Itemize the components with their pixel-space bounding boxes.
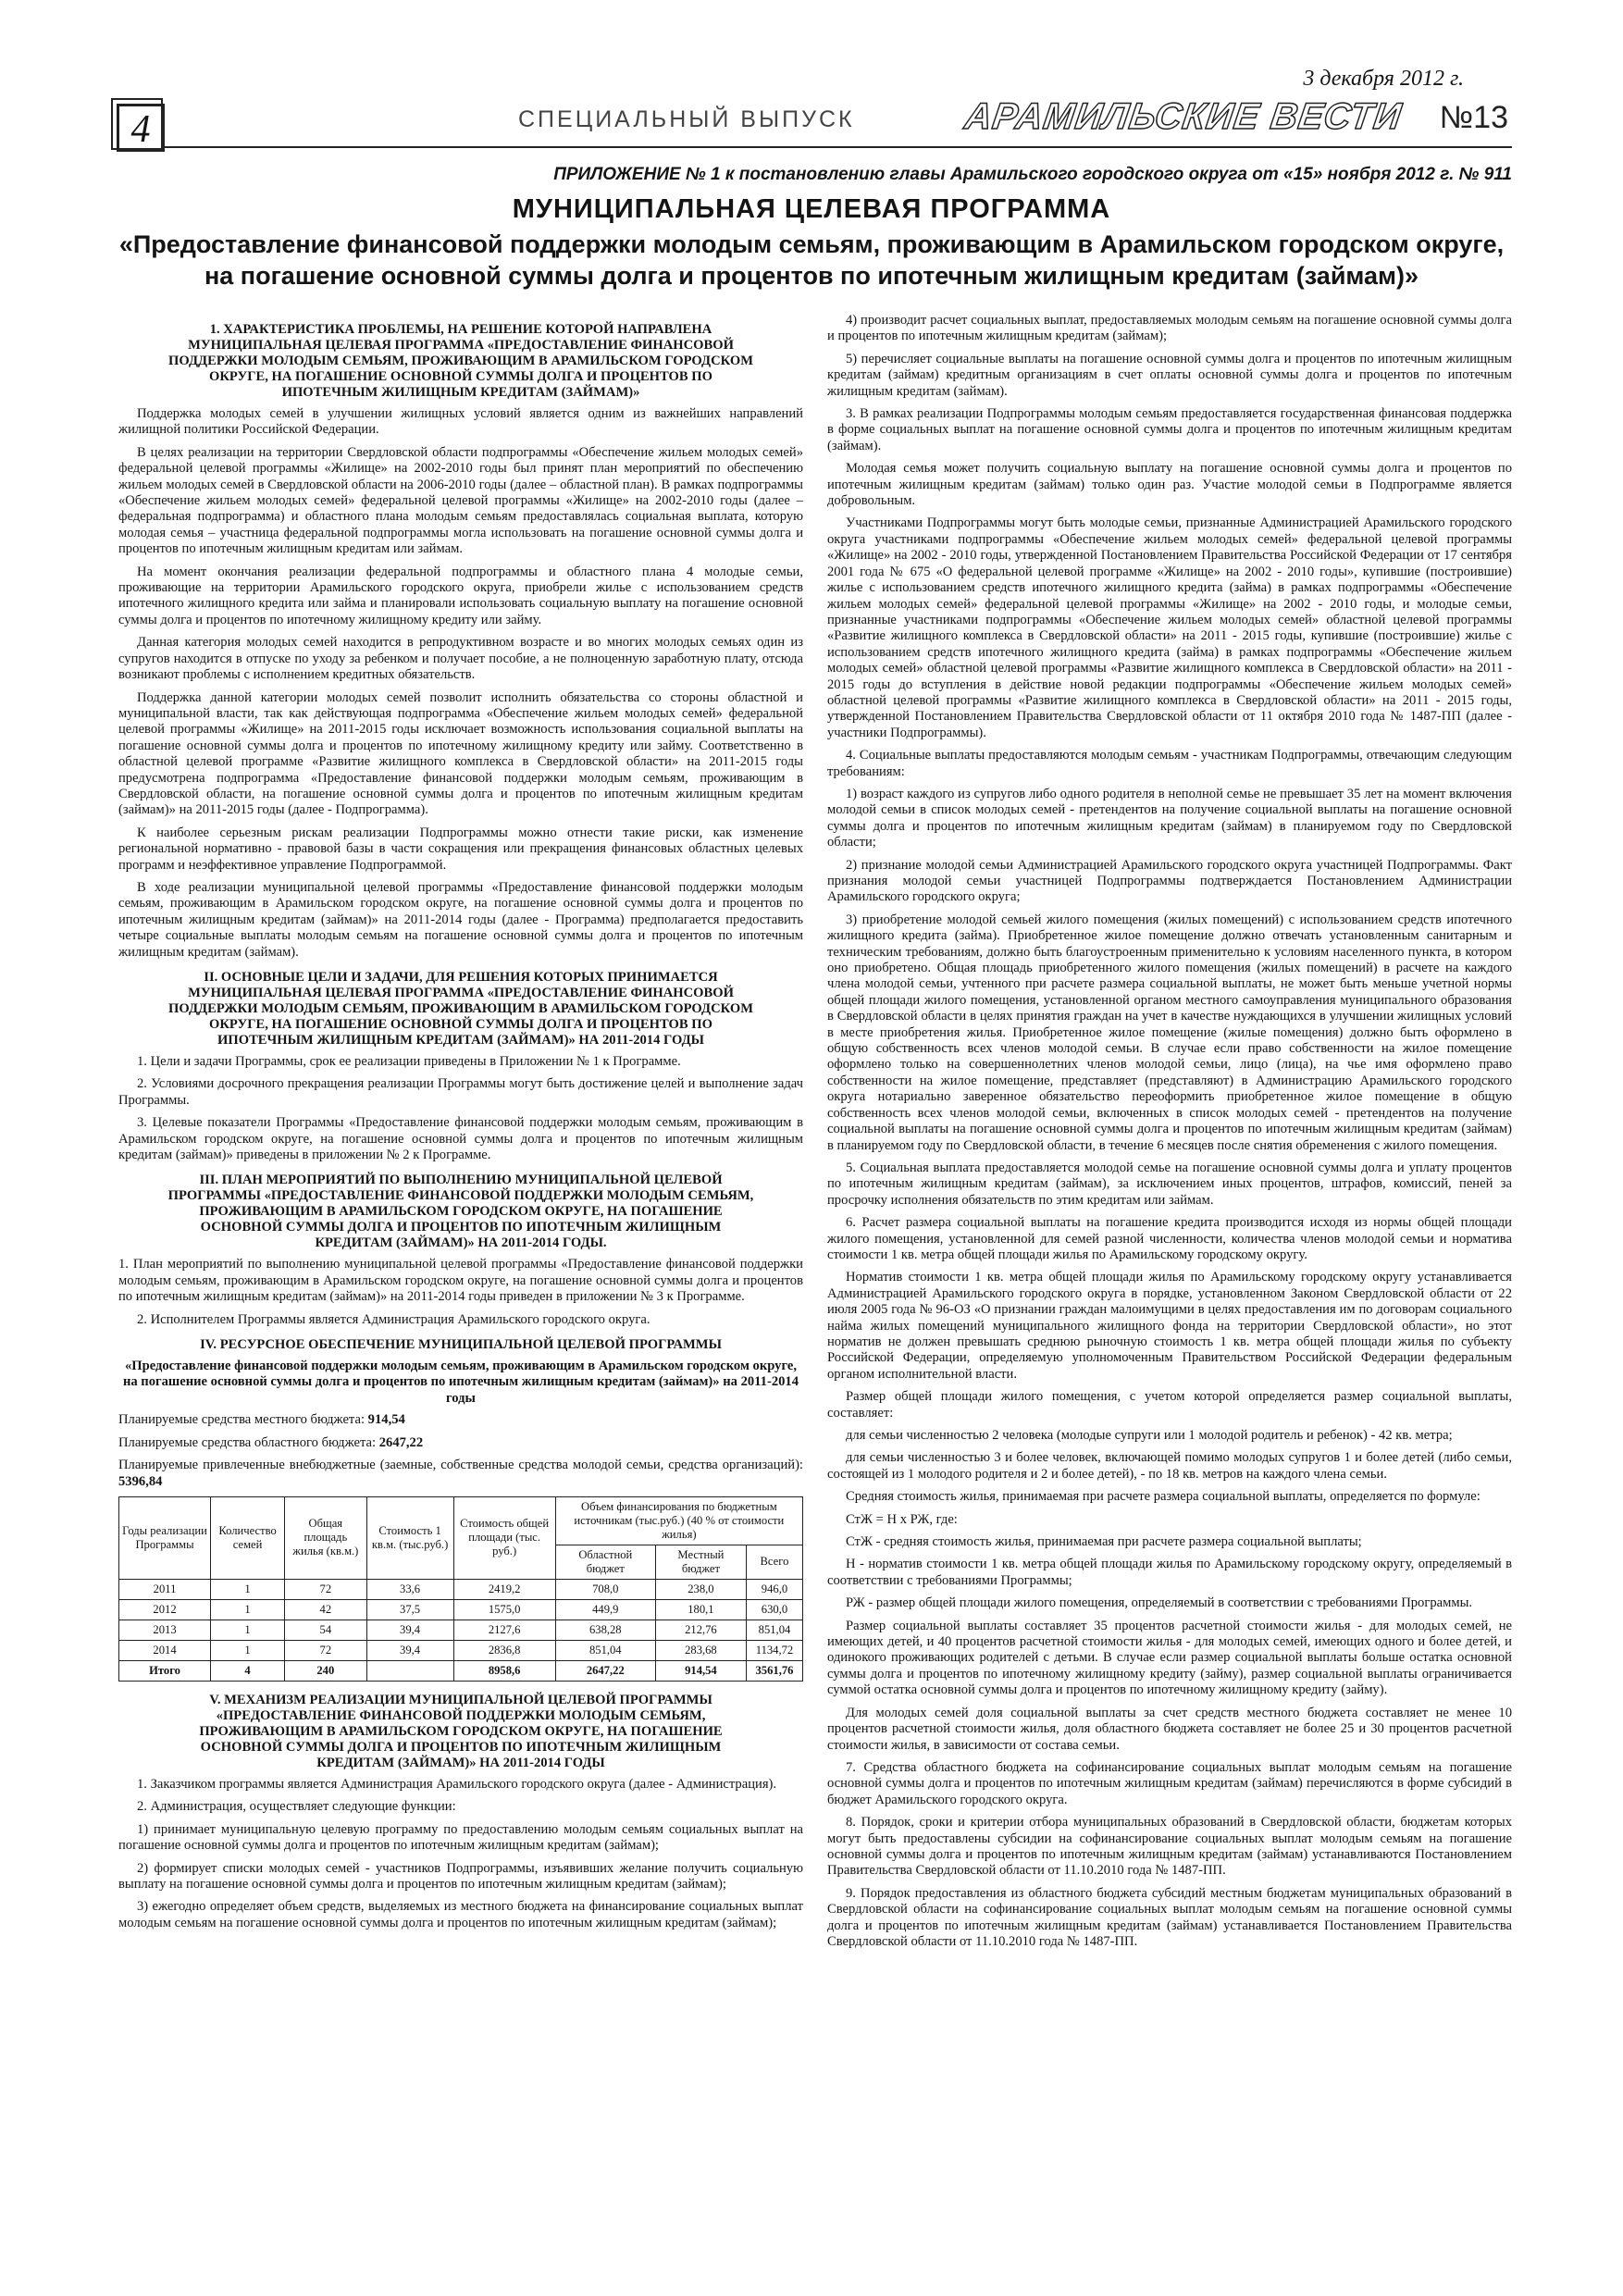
table-cell: 72 bbox=[285, 1640, 367, 1660]
document-subtitle: «Предоставление финансовой поддержки молодым семьям, проживающим в Арамильском городском округе, на погашение основной суммы долга и процентов по ипотечным жилищным кредитам (займам)» bbox=[118, 230, 1505, 290]
formula: СтЖ = Н х РЖ, где: bbox=[846, 1511, 958, 1527]
table-row bbox=[119, 1599, 803, 1620]
table-cell: 39,4 bbox=[366, 1640, 453, 1660]
paragraph: Поддержка молодых семей в улучшении жилищных условий является одним из важнейших направлений жилищной политики Российской Федерации. bbox=[118, 406, 803, 438]
paragraph: 5) перечисляет социальные выплаты на погашение основной суммы долга и процентов по ипотечным жилищным кредитам (займам) кредитным организациям в счет оплаты основной суммы долга и процентов по ипотечным жилищным кредитам (займам). bbox=[827, 351, 1512, 399]
left-column bbox=[118, 313, 803, 1938]
paragraph: 1) принимает муниципальную целевую программу по предоставлению молодым семьям социальных выплат на погашение основной суммы долга и процентов по ипотечным жилищным кредитам (займам); bbox=[118, 1821, 803, 1854]
table-cell: 4 bbox=[211, 1660, 285, 1681]
paragraph: Молодая семья может получить социальную выплату на погашение основной суммы долга и процентов по ипотечным жилищным кредитам (займам) только один раз. Участие молодой семьи в Подпрограмме является добровольным. bbox=[827, 461, 1512, 509]
table-total-row bbox=[119, 1660, 803, 1681]
table-cell: Итого bbox=[119, 1660, 211, 1681]
document-title: МУНИЦИПАЛЬНАЯ ЦЕЛЕВАЯ ПРОГРАММА bbox=[512, 194, 1111, 224]
paragraph: Поддержка данной категории молодых семей позволит исполнить обязательства со стороны областной и муниципальной власти, так как действующая подпрограмма «Обеспечение жильем молодых семей» федеральной целевой программы «Жилище» на 2011-2015 годы исключает возможность использования социальной выплаты на погашение основной суммы долга и процентов по ипотечному жилищному кредиту или займу. Соответственно в областной целевой программе «Развитие жилищного комплекса в Свердловской области» на 2011-2015 годы предусмотрена подпрограмма «Предоставление финансовой поддержки молодым семьям, проживающим в Свердловской области, на погашение основной суммы долга и процентов по ипотечным жилищным кредитам (займам)» на 2011-2015 годы (далее - Подпрограмма). bbox=[118, 689, 803, 818]
paragraph: 2. Исполнителем Программы является Администрация Арамильского городского округа. bbox=[137, 1311, 650, 1327]
paragraph: 3. В рамках реализации Подпрограммы молодым семьям предоставляется государственная финансовая поддержка в форме социальных выплат на погашение основной суммы долга и процентов по ипотечным жилищным кредитам (займам). bbox=[827, 406, 1512, 453]
section-heading: II. ОСНОВНЫЕ ЦЕЛИ И ЗАДАЧИ, ДЛЯ РЕШЕНИЯ КОТОРЫХ ПРИНИМАЕТСЯ МУНИЦИПАЛЬНАЯ ЦЕЛЕВАЯ ПРОГРАММА «ПРЕДОСТАВЛЕНИЕ ФИНАНСОВОЙ ПОДДЕРЖКИ МОЛОДЫМ СЕМЬЯМ, ПРОЖИВАЮЩИМ В АРАМИЛЬСКОМ ГОРОДСКОМ ОКРУГЕ, НА ПОГАШЕНИЕ ОСНОВНОЙ СУММЫ ДОЛГА И ПРОЦЕНТОВ ПО ИПОТЕЧНЫМ ЖИЛИЩНЫМ КРЕДИТАМ (ЗАЙМАМ)» НА 2011-2014 ГОДЫ bbox=[168, 970, 753, 1048]
masthead bbox=[0, 0, 1623, 162]
table-cell: 33,6 bbox=[366, 1579, 453, 1599]
budget-line bbox=[118, 1412, 803, 1428]
table-cell: 2012 bbox=[119, 1599, 211, 1620]
table-cell: 2011 bbox=[119, 1579, 211, 1599]
table-cell: 2836,8 bbox=[453, 1640, 555, 1660]
budget-label: Планируемые средства местного бюджета: bbox=[118, 1412, 365, 1428]
table-cell: 946,0 bbox=[746, 1579, 802, 1599]
paragraph: На момент окончания реализации федеральной подпрограммы и областного плана 4 молодые семьи, проживающие на территории Арамильского городского округа, приобрели жилье с использованием средств ипотечного жилищного кредита или займа и планировали использовать социальную выплату на погашение основной суммы долга и процентов по ипотечному жилищному кредиту или займу. bbox=[118, 564, 803, 627]
table-cell: 283,68 bbox=[655, 1640, 746, 1660]
table-header-cell: Стоимость 1 кв.м. (тыс.руб.) bbox=[366, 1496, 453, 1579]
table-cell: 2127,6 bbox=[453, 1620, 555, 1640]
paragraph: 9. Порядок предоставления из областного бюджета субсидий местным бюджетам муниципальных образований в Свердловской области на софинансирование социальных выплат молодым семьям на погашение основной суммы долга и процентов по ипотечным жилищным кредитам (займам) устанавливается Постановлением Правительства Свердловской области от 11.10.2010 года № 1487-ПП. bbox=[827, 1885, 1512, 1949]
paragraph: 3) приобретение молодой семьей жилого помещения (жилых помещений) с использованием средств ипотечного жилищного кредита (займа). Приобретенное жилое помещение должно отвечать установленным санитарным и техническим требованиям, должно быть благоустроенным применительно к условиям населенного пункта, в котором оно приобретено. Общая площадь приобретенного жилого помещения (жилых помещений) в расчете на каждого члена молодой семьи, учтенного при расчете размера социальной выплаты, не может быть меньше учетной нормы общей площади жилого помещения, установленной органом местного самоуправления муниципального образования в Свердловской области в целях принятия граждан на учет в качестве нуждающихся в улучшении жилищных условий в месте приобретения жилья. Приобретенное жилое помещение (жилые помещения) должно быть оформлено в общую собственность всех членов молодой семьи. В случае если право собственности на жилое помещение оформлено только на совершеннолетних членов молодой семьи, лицо (лица), на чье имя оформлено право собственности на жилое помещение, представляет (представляют) в Администрацию Арамильского городского округа нотариально заверенное обязательство переоформить приобретенное жилое помещение в общую собственность всех членов молодой семьи, включенных в список молодых семей - претендентов на получение социальной выплаты на погашение основной суммы долга и процентов по ипотечным жилищным кредитам (займам) в планируемом году по Свердловской области, в течение 6 месяцев после снятия обременения с жилого помещения. bbox=[827, 912, 1512, 1153]
section-heading: IV. РЕСУРСНОЕ ОБЕСПЕЧЕНИЕ МУНИЦИПАЛЬНОЙ ЦЕЛЕВОЙ ПРОГРАММЫ bbox=[200, 1337, 722, 1353]
right-column bbox=[827, 313, 1512, 1956]
table-cell: 3561,76 bbox=[746, 1660, 802, 1681]
table-cell: 240 bbox=[285, 1660, 367, 1681]
financing-table bbox=[118, 1496, 803, 1682]
budget-label: Планируемые привлеченные внебюджетные (заемные, собственные средства молодой семьи, средства организаций): bbox=[118, 1458, 803, 1473]
issue-label: СПЕЦИАЛЬНЫЙ ВЫПУСК bbox=[518, 106, 855, 132]
table-cell: 1 bbox=[211, 1599, 285, 1620]
paragraph: 3) ежегодно определяет объем средств, выделяемых из местного бюджета на финансирование социальных выплат молодым семьям на погашение основной суммы долга и процентов по ипотечным жилищным кредитам (займам); bbox=[118, 1899, 803, 1930]
table-cell: 39,4 bbox=[366, 1620, 453, 1640]
section-heading: 1. ХАРАКТЕРИСТИКА ПРОБЛЕМЫ, НА РЕШЕНИЕ КОТОРОЙ НАПРАВЛЕНА МУНИЦИПАЛЬНАЯ ЦЕЛЕВАЯ ПРОГРАММА «ПРЕДОСТАВЛЕНИЕ ФИНАНСОВОЙ ПОДДЕРЖКИ МОЛОДЫМ СЕМЬЯМ, ПРОЖИВАЮЩИМ В АРАМИЛЬСКОМ ГОРОДСКОМ ОКРУГЕ, НА ПОГАШЕНИЕ ОСНОВНОЙ СУММЫ ДОЛГА И ПРОЦЕНТОВ ПО ИПОТЕЧНЫМ ЖИЛИЩНЫМ КРЕДИТАМ (ЗАЙМАМ)» bbox=[168, 322, 753, 400]
paragraph: В ходе реализации муниципальной целевой программы «Предоставление финансовой поддержки молодым семьям, проживающим в Арамильском городском округе, на погашение основной суммы долга и процентов по ипотечным жилищным кредитам (займам)» на 2011-2014 годы (далее - Программа) предполагается предоставить четыре социальные выплаты молодым семьям на погашение основной суммы долга и процентов по ипотечным жилищным кредитам (займам). bbox=[118, 879, 803, 960]
paragraph: СтЖ - средняя стоимость жилья, принимаемая при расчете размера социальной выплаты; bbox=[846, 1534, 1362, 1550]
section-heading: III. ПЛАН МЕРОПРИЯТИЙ ПО ВЫПОЛНЕНИЮ МУНИЦИПАЛЬНОЙ ЦЕЛЕВОЙ ПРОГРАММЫ «ПРЕДОСТАВЛЕНИЕ ФИНАНСОВОЙ ПОДДЕРЖКИ МОЛОДЫМ СЕМЬЯМ, ПРОЖИВАЮЩИМ В АРАМИЛЬСКОМ ГОРОДСКОМ ОКРУГЕ, НА ПОГАШЕНИЕ ОСНОВНОЙ СУММЫ ДОЛГА И ПРОЦЕНТОВ ПО ИПОТЕЧНЫМ ЖИЛИЩНЫМ КРЕДИТАМ (ЗАЙМАМ)» НА 2011-2014 ГОДЫ. bbox=[167, 1173, 754, 1251]
masthead-rule bbox=[165, 146, 1512, 148]
paragraph: для семьи численностью 3 и более человек, включающей помимо молодых супругов 1 и более детей (либо семьи, состоящей из 1 молодого родителя и 2 и более детей), - по 18 кв. метров на каждого члена семьи. bbox=[827, 1450, 1512, 1482]
table-header-cell: Стоимость общей площади (тыс. руб.) bbox=[453, 1496, 555, 1579]
paragraph: 1) возраст каждого из супругов либо одного родителя в неполной семье не превышает 35 лет на момент включения молодой семьи в список молодых семей - претендентов на получение социальной выплаты на погашение основной суммы долга и процентов по ипотечным жилищным кредитам (займам) в планируемом году по Свердловской области; bbox=[827, 786, 1512, 850]
budget-value: 5396,84 bbox=[118, 1473, 163, 1489]
table-cell: 212,76 bbox=[655, 1620, 746, 1640]
budget-label: Планируемые средства областного бюджета: bbox=[118, 1434, 377, 1450]
table-cell: 180,1 bbox=[655, 1599, 746, 1620]
section-heading: V. МЕХАНИЗМ РЕАЛИЗАЦИИ МУНИЦИПАЛЬНОЙ ЦЕЛЕВОЙ ПРОГРАММЫ «ПРЕДОСТАВЛЕНИЕ ФИНАНСОВОЙ ПОДДЕРЖКИ МОЛОДЫМ СЕМЬЯМ, ПРОЖИВАЮЩИМ В АРАМИЛЬСКОМ ГОРОДСКОМ ОКРУГЕ, НА ПОГАШЕНИЕ ОСНОВНОЙ СУММЫ ДОЛГА И ПРОЦЕНТОВ ПО ИПОТЕЧНЫМ ЖИЛИЩНЫМ КРЕДИТАМ (ЗАЙМАМ)» НА 2011-2014 ГОДЫ bbox=[199, 1692, 723, 1770]
paragraph: К наиболее серьезным рискам реализации Подпрограммы можно отнести такие риски, как изменение региональной нормативно - правовой базы в части сокращения или прекращения финансовых областных целевых программ и неэффективное управление Подпрограммой. bbox=[118, 825, 803, 873]
paragraph: Размер общей площади жилого помещения, с учетом которой определяется размер социальной выплаты, составляет: bbox=[827, 1389, 1512, 1421]
paragraph: 1. Заказчиком программы является Администрация Арамильского городского округа (далее - Администрация). bbox=[137, 1776, 777, 1792]
paragraph: 1. План мероприятий по выполнению муниципальной целевой программы «Предоставление финансовой поддержки молодым семьям, проживающим в Арамильском городском округе, на погашение основной суммы долга и процентов по ипотечным жилищным кредитам (займам)» на 2011-2014 годы приведен в приложении № 3 к Программе. bbox=[118, 1257, 803, 1305]
paragraph: 1. Цели и задачи Программы, срок ее реализации приведены в Приложении № 1 к Программе. bbox=[137, 1054, 681, 1069]
table-cell bbox=[366, 1660, 453, 1681]
table-cell: 42 bbox=[285, 1599, 367, 1620]
paragraph: 3. Целевые показатели Программы «Предоставление финансовой поддержки молодым семьям, проживающим в Арамильском городском округе, на погашение основной суммы долга и процентов по ипотечным жилищным кредитам (займам)» приведены в приложении № 2 к Программе. bbox=[118, 1115, 803, 1163]
table-cell: 1134,72 bbox=[746, 1640, 802, 1660]
page-number: 4 bbox=[117, 104, 165, 152]
paragraph: 2) формирует списки молодых семей - участников Подпрограммы, изъявивших желание получить социальную выплату на погашение основной суммы долга и процентов по ипотечным жилищным кредитам (займам); bbox=[118, 1860, 803, 1892]
table-header-row bbox=[119, 1496, 803, 1545]
table-cell: 914,54 bbox=[655, 1660, 746, 1681]
table-cell: 1 bbox=[211, 1640, 285, 1660]
table-row bbox=[119, 1579, 803, 1599]
paragraph: 2. Администрация, осуществляет следующие функции: bbox=[137, 1799, 456, 1815]
table-row bbox=[119, 1640, 803, 1660]
paragraph: В целях реализации на территории Свердловской области подпрограммы «Обеспечение жильем молодых семей» федеральной целевой программы «Жилище» на 2002-2010 годы был принят план мероприятий по обеспечению жильем молодых семей в Свердловской области на 2006-2010 годы (далее – областной план). В рамках подпрограммы «Обеспечение жильем молодых семей» федеральной целевой программы «Жилище» на 2002-2010 годы (далее – федеральная подпрограмма) и областного плана молодым семьям предоставлялась социальная выплата, которую молодая семья – участница федеральной подпрограммы могла использовать на погашение основной суммы долга и процентов по ипотечным жилищным кредитам или займам. bbox=[118, 444, 803, 557]
table-cell: 851,04 bbox=[555, 1640, 655, 1660]
table-cell: 851,04 bbox=[746, 1620, 802, 1640]
paragraph: 4. Социальные выплаты предоставляются молодым семьям - участникам Подпрограммы, отвечающим следующим требованиям: bbox=[827, 748, 1512, 779]
paragraph: для семьи численностью 2 человека (молодые супруги или 1 молодой родитель и ребенок) - 42 кв. метра; bbox=[846, 1428, 1453, 1443]
paragraph: 2. Условиями досрочного прекращения реализации Программы могут быть достижение целей и выполнение задач Программы. bbox=[118, 1076, 803, 1108]
paragraph: 5. Социальная выплата предоставляется молодой семье на погашение основной суммы долга и уплату процентов по ипотечным жилищным кредитам (займам), за исключением иных процентов, штрафов, комиссий, пеней за просрочку исполнения обязательств по этим кредитам или займам. bbox=[827, 1160, 1512, 1208]
table-cell: 2647,22 bbox=[555, 1660, 655, 1681]
table-row bbox=[119, 1620, 803, 1640]
table-header-cell: Количество семей bbox=[211, 1496, 285, 1579]
paragraph: Средняя стоимость жилья, принимаемая при расчете размера социальной выплаты, определяется по формуле: bbox=[846, 1489, 1481, 1505]
paragraph: 4) производит расчет социальных выплат, предоставляемых молодым семьям на погашение основной суммы долга и процентов по ипотечным жилищным кредитам (займам); bbox=[827, 313, 1512, 344]
paragraph: Норматив стоимости 1 кв. метра общей площади жилья по Арамильскому городскому округу устанавливается Администрацией Арамильского городского округа в порядке, установленном Законом Свердловской области от 22 июля 2005 года № 96-ОЗ «О признании граждан малоимущими в целях предоставления им по договорам социального найма жилых помещений муниципального жилищного фонда на территории Свердловской области», но этот норматив не должен превышать среднюю рыночную стоимость 1 кв. метра общей площади жилья по субъекту Российской Федерации, определяемую уполномоченным Правительством Российской Федерации федеральным органом исполнительной власти. bbox=[827, 1270, 1512, 1382]
table-cell: 54 bbox=[285, 1620, 367, 1640]
table-header-cell: Местный бюджет bbox=[655, 1545, 746, 1579]
table-cell: 638,28 bbox=[555, 1620, 655, 1640]
table-cell: 708,0 bbox=[555, 1579, 655, 1599]
table-cell: 1 bbox=[211, 1579, 285, 1599]
document-title-block bbox=[111, 194, 1512, 292]
table-header-cell: Областной бюджет bbox=[555, 1545, 655, 1579]
section-subheading: «Предоставление финансовой поддержки молодым семьям, проживающим в Арамильском городском округе, на погашение основной суммы долга и процентов по ипотечным жилищным кредитам (займам)» на 2011-2014 годы bbox=[122, 1359, 799, 1406]
table-header-cell: Всего bbox=[746, 1545, 802, 1579]
table-cell: 449,9 bbox=[555, 1599, 655, 1620]
table-cell: 630,0 bbox=[746, 1599, 802, 1620]
budget-line bbox=[118, 1435, 803, 1451]
budget-value: 914,54 bbox=[367, 1412, 405, 1428]
newspaper-issue-number: №13 bbox=[1439, 100, 1508, 135]
table-cell: 37,5 bbox=[366, 1599, 453, 1620]
table-cell: 2013 bbox=[119, 1620, 211, 1640]
table-header-cell: Годы реализации Программы bbox=[119, 1496, 211, 1579]
paragraph: Для молодых семей доля социальной выплаты за счет средств местного бюджета составляет не менее 10 процентов расчетной стоимости жилья, доля областного бюджета составляет не более 25 и 30 процентов расчетной стоимости жилья, в зависимости от состава семьи. bbox=[827, 1705, 1512, 1753]
paragraph: 6. Расчет размера социальной выплаты на погашение кредита производится исходя из нормы общей площади жилого помещения, установленной для семей разной численности, количества членов молодой семьи и норматива стоимости 1 кв. метра общей площади жилья по Арамильскому городскому округу. bbox=[827, 1215, 1512, 1262]
paragraph: 2) признание молодой семьи Администрацией Арамильского городского округа участницей Подпрограммы. Факт признания молодой семьи участницей Подпрограммы подтверждается Постановлением Администрации Арамильского городского округа; bbox=[827, 857, 1512, 905]
table-cell: 72 bbox=[285, 1579, 367, 1599]
budget-value: 2647,22 bbox=[378, 1434, 424, 1450]
table-header-cell: Объем финансирования по бюджетным источникам (тыс.руб.) (40 % от стоимости жилья) bbox=[555, 1496, 802, 1545]
table-header-cell: Общая площадь жилья (кв.м.) bbox=[285, 1496, 367, 1579]
paragraph: Данная категория молодых семей находится в репродуктивном возрасте и во многих молодых семьях один из супругов находится в отпуске по уходу за ребенком и получает пособие, а не полноценную заработную плату, отсюда возникают проблемы с исполнением кредитных обязательств. bbox=[118, 635, 803, 683]
appendix-line: ПРИЛОЖЕНИЕ № 1 к постановлению главы Арамильского городского округа от «15» ноября 2012 г. № 911 bbox=[553, 165, 1512, 184]
paragraph: Размер социальной выплаты составляет 35 процентов расчетной стоимости жилья - для молодых семей, не имеющих детей, и 40 процентов расчетной стоимости жилья - для молодых семей, имеющих одного и более детей, и одинокого проживающих родителей с детьми. В случае если размер социальной выплаты больше остатка основной суммы долга и процентов по ипотечному жилищному кредиту (займу), размер социальной выплаты ограничивается суммой остатка основной суммы долга и процентов по ипотечному жилищному кредиту (займу). bbox=[827, 1618, 1512, 1698]
table-cell: 2014 bbox=[119, 1640, 211, 1660]
paragraph: 8. Порядок, сроки и критерии отбора муниципальных образований в Свердловской области, бюджетам которых могут быть предоставлены субсидии на софинансирование социальных выплат молодым семьям на погашение основной суммы долга и процентов по ипотечным жилищным кредитам (займам) устанавливаются Постановлением Правительства Свердловской области от 11.10.2010 года № 1487-ПП. bbox=[827, 1815, 1512, 1879]
paragraph: РЖ - размер общей площади жилого помещения, определяемый в соответствии с требованиями Программы. bbox=[846, 1595, 1473, 1611]
newspaper-title: АРАМИЛЬСКИЕ ВЕСТИ bbox=[961, 96, 1405, 137]
paragraph: 7. Средства областного бюджета на софинансирование социальных выплат молодым семьям на погашение основной суммы долга и процентов по ипотечным жилищным кредитам (займам) перечисляются в форме субсидий в бюджет Арамильского городского округа. bbox=[827, 1759, 1512, 1807]
paragraph: Н - норматив стоимости 1 кв. метра общей площади жилья по Арамильскому городскому округу, определяемый в соответствии с требованиями Программы; bbox=[827, 1557, 1512, 1588]
table-cell: 2419,2 bbox=[453, 1579, 555, 1599]
budget-line bbox=[118, 1458, 803, 1490]
table-cell: 1 bbox=[211, 1620, 285, 1640]
table-cell: 8958,6 bbox=[453, 1660, 555, 1681]
table-cell: 1575,0 bbox=[453, 1599, 555, 1620]
issue-date: 3 декабря 2012 г. bbox=[1303, 67, 1464, 91]
table-cell: 238,0 bbox=[655, 1579, 746, 1599]
paragraph: Участниками Подпрограммы могут быть молодые семьи, признанные Администрацией Арамильского городского округа участниками подпрограммы «Обеспечение жильем молодых семей» федеральной целевой программы «Жилище» на 2002 - 2010 годы, утвержденной Постановлением Правительства Российской Федерации от 17 сентября 2001 года № 675 «О федеральной целевой программе «Жилище» на 2002 - 2010 годы», купившие (построившие) жилье с использованием средств ипотечного жилищного кредита (займа) в рамках подпрограммы «Обеспечение жильем молодых семей» федеральной целевой программы «Жилище» на 2002 - 2010 годы, и молодые семьи, признанные участниками подпрограммы «Обеспечение жильем молодых семей» областной целевой программы «Развитие жилищного комплекса в Свердловской области» на 2011 - 2015 годы, купившие (построившие) жилье с использованием средств ипотечного жилищного кредита (займа) в рамках подпрограммы «Обеспечение жильем молодых семей» областной целевой программы «Развитие жилищного комплекса в Свердловской области» на 2011 - 2015 годы до вступления в действие новой редакции подпрограммы «Обеспечение жильем молодых семей» областной целевой программы «Развитие жилищного комплекса в Свердловской области» на 2011 - 2015 годы, утвержденной Постановлением Правительства Свердловской области от 11 октября 2010 года № 1487-ПП (далее - участники Подпрограммы). bbox=[827, 515, 1512, 740]
